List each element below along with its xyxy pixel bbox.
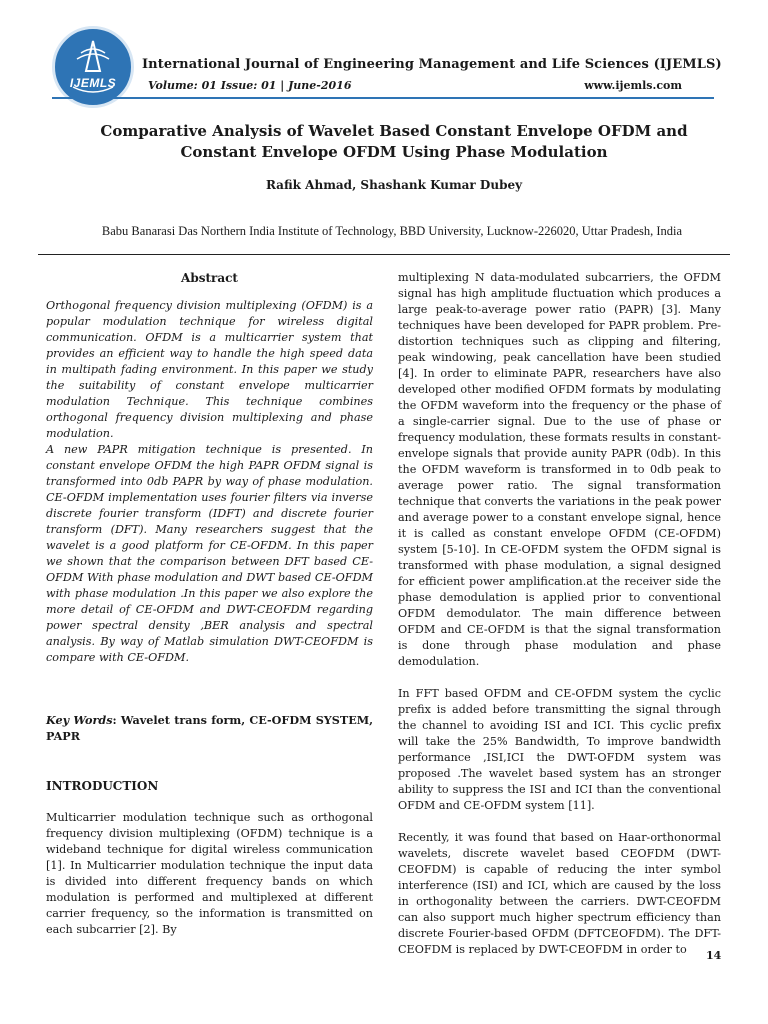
abstract-heading: Abstract bbox=[181, 271, 238, 285]
paper-title bbox=[52, 121, 736, 163]
abstract-paragraph: A new PAPR mitigation technique is presented. In constant envelope OFDM the high PAPR OFDM signal is transformed into 0db PAPR by way of phase modulation. CE-OFDM implementation uses fourier filters via inverse discrete fourier transform (IDFT) and discrete fourier transform (DFT). Many researchers suggest that the wavelet is a good platform for CE-OFDM. In this paper we shown that the comparison between DFT based CE-OFDM With phase modulation and DWT based CE-OFDM with phase modulation .In this paper we also explore the more detail of CE-OFDM and DWT-CEOFDM regarding power spectral density ,BER analysis and spectral analysis. By way of Matlab simulation DWT-CEOFDM is compare with CE-OFDM. bbox=[46, 443, 373, 664]
antenna-icon bbox=[55, 29, 131, 105]
right-column bbox=[398, 270, 721, 958]
paper-title-line-2: Constant Envelope OFDM Using Phase Modulation bbox=[180, 143, 608, 161]
body-paragraph: In FFT based OFDM and CE-OFDM system the cyclic prefix is added before transmitting the signal through the channel to avoiding ISI and ICI. This cyclic prefix will take the 25% Bandwidth, To improve bandwidth performance ,ISI,ICI the DWT-OFDM system was proposed .The wavelet based system has an stronger ability to suppress the ISI and ICI than the conventional OFDM and CE-OFDM system [11]. bbox=[398, 687, 721, 812]
page-number: 14 bbox=[706, 949, 722, 962]
left-column bbox=[46, 270, 373, 938]
logo-text: IJEMLS bbox=[69, 76, 117, 90]
abstract-body bbox=[46, 298, 373, 666]
keywords-label: Key Words bbox=[46, 713, 113, 727]
paper-affiliation: Babu Banarasi Das Northern India Institute of Technology, BBD University, Lucknow-226020, Uttar Pradesh, India bbox=[101, 224, 683, 238]
affiliation-divider bbox=[38, 254, 730, 255]
journal-logo bbox=[52, 26, 134, 108]
journal-name: International Journal of Engineering Management and Life Sciences (IJEMLS) bbox=[142, 57, 722, 72]
header-divider bbox=[52, 97, 714, 99]
abstract-paragraph: Orthogonal frequency division multiplexing (OFDM) is a popular modulation technique for wireless digital communication. OFDM is a multicarrier system that provides an efficient way to handle the high speed data in multipath fading environment. In this paper we study the suitability of constant envelope multicarrier modulation Technique. This technique combines orthogonal frequency division multiplexing and phase modulation. bbox=[46, 299, 373, 440]
journal-website: www.ijemls.com bbox=[584, 79, 682, 92]
issue-info: Volume: 01 Issue: 01 | June-2016 bbox=[148, 79, 352, 92]
paper-authors: Rafik Ahmad, Shashank Kumar Dubey bbox=[265, 178, 523, 192]
body-paragraph: Recently, it was found that based on Haar-orthonormal wavelets, discrete wavelet based CEOFDM (DWT-CEOFDM) is capable of reducing the inter symbol interference (ISI) and ICI, which are caused by the loss in orthogonality between the carriers. DWT-CEOFDM can also support much higher spectrum efficiency than discrete Fourier-based OFDM (DFTCEOFDM). The DFT-CEOFDM is replaced by DWT-CEOFDM in order to bbox=[398, 831, 721, 956]
introduction-paragraph: Multicarrier modulation technique such as orthogonal frequency division multiplexing (OFDM) technique is a wideband technique for digital wireless communication [1]. In Multicarrier modulation technique the input data is divided into different frequency bands on which modulation is performed and multiplexed at different carrier frequency, so the information is transmitted on each subcarrier [2]. By bbox=[46, 811, 373, 936]
introduction-heading: INTRODUCTION bbox=[46, 779, 159, 793]
keywords-text: : Wavelet trans form, CE-OFDM SYSTEM, PAPR bbox=[46, 713, 374, 743]
paper-title-line-1: Comparative Analysis of Wavelet Based Constant Envelope OFDM and bbox=[100, 122, 688, 140]
keywords bbox=[46, 712, 373, 744]
body-paragraph: multiplexing N data-modulated subcarriers, the OFDM signal has high amplitude fluctuation which produces a large peak-to-average power ratio (PAPR) [3]. Many techniques have been developed for PAPR problem. Pre-distortion techniques such as clipping and filtering, peak windowing, peak cancellation have been studied [4]. In order to eliminate PAPR, researchers have also developed other modified OFDM formats by modulating the OFDM waveform into the frequency or the phase of a single-carrier signal. Due to the use of phase or frequency modulation, these formats results in constant-envelope signals that provide aunity PAPR (0db). In this the OFDM waveform is transformed in to 0db peak to average power ratio. The signal transformation technique that converts the variations in the peak power and average power to a constant envelope signal, hence it is called as constant envelope OFDM (CE-OFDM) system [5-10]. In CE-OFDM system the OFDM signal is transformed with phase modulation, a signal designed for efficient power amplification.at the receiver side the phase demodulation is applied prior to conventional OFDM demodulator. The main difference between OFDM and CE-OFDM is that the signal transformation is done through phase modulation and phase demodulation. bbox=[398, 271, 721, 668]
